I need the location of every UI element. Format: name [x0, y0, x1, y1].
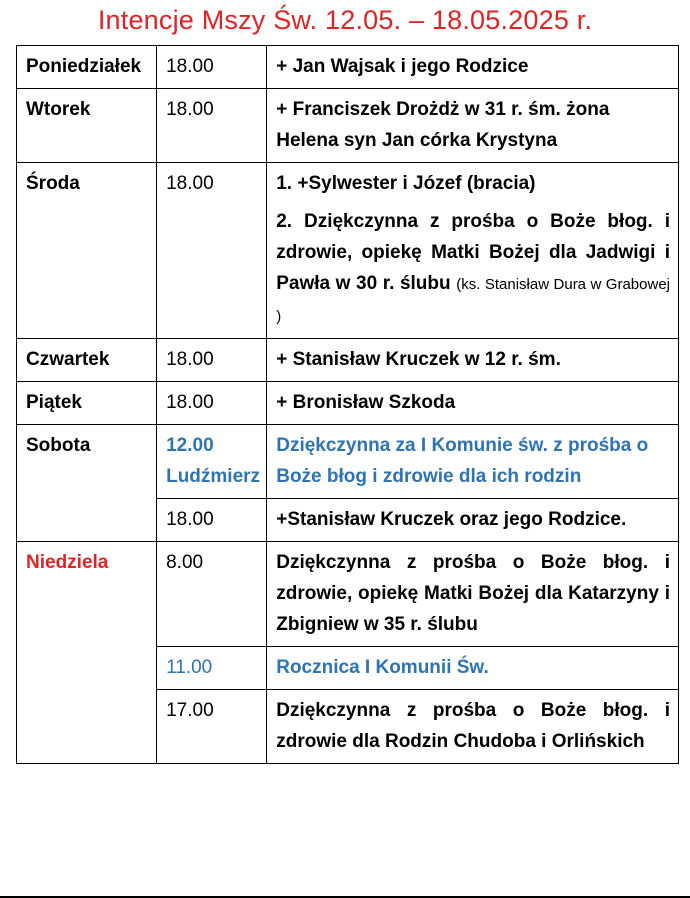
table-row-tuesday: [17, 89, 679, 163]
time-cell: 18.00: [157, 46, 267, 89]
day-cell: Czwartek: [17, 339, 157, 382]
time-cell: 12.00 Ludźmierz: [157, 425, 267, 499]
intention-cell: + Franciszek Drożdż w 31 r. śm. żona Helena syn Jan córka Krystyna: [267, 89, 679, 163]
day-cell: Sobota: [17, 425, 157, 542]
table-row-sunday-1: [17, 542, 679, 647]
intention-cell: + Stanisław Kruczek w 12 r. śm.: [267, 339, 679, 382]
intention-cell: Dziękczynna z prośba o Boże błog. i zdrowie, opiekę Matki Bożej dla Katarzyny i Zbigniew w 35 r. ślubu: [267, 542, 679, 647]
intention-item-2: [276, 206, 670, 332]
mass-intentions-table: [16, 45, 679, 764]
table-row-monday: [17, 46, 679, 89]
intention-cell: Rocznica I Komunii Św.: [267, 647, 679, 690]
day-cell: Środa: [17, 163, 157, 339]
table-row-friday: [17, 382, 679, 425]
intention-cell: [267, 163, 679, 339]
intention-cell: + Bronisław Szkoda: [267, 382, 679, 425]
time-cell: 17.00: [157, 690, 267, 764]
table-row-saturday-1: [17, 425, 679, 499]
time-cell: 18.00: [157, 339, 267, 382]
intention-cell: +Stanisław Kruczek oraz jego Rodzice.: [267, 499, 679, 542]
intention-item-2-note: (ks. Stanisław Dura w Grabowej ): [276, 276, 670, 325]
day-cell: Piątek: [17, 382, 157, 425]
time-cell: 18.00: [157, 163, 267, 339]
time-cell: 18.00: [157, 499, 267, 542]
intention-cell: Dziękczynna z prośba o Boże błog. i zdrowie dla Rodzin Chudoba i Orlińskich: [267, 690, 679, 764]
time-cell: 18.00: [157, 89, 267, 163]
time-cell: 11.00: [157, 647, 267, 690]
intention-item-2-text: 2. Dziękczynna z prośba o Boże błog. i zdrowie, opiekę Matki Bożej dla Jadwigi i Pawła w 30 r. ślubu: [276, 211, 670, 294]
day-cell: Poniedziałek: [17, 46, 157, 89]
intention-item-1: 1. +Sylwester i Józef (bracia): [276, 173, 536, 194]
table-row-thursday: [17, 339, 679, 382]
intention-cell: + Jan Wajsak i jego Rodzice: [267, 46, 679, 89]
time-cell: 8.00: [157, 542, 267, 647]
page-title: Intencje Mszy Św. 12.05. – 18.05.2025 r.: [97, 5, 593, 35]
time-cell: 18.00: [157, 382, 267, 425]
day-cell: Wtorek: [17, 89, 157, 163]
table-row-wednesday: [17, 163, 679, 339]
intention-cell: Dziękczynna za I Komunie św. z prośba o Boże błog i zdrowie dla ich rodzin: [267, 425, 679, 499]
day-cell: Niedziela: [17, 542, 157, 764]
